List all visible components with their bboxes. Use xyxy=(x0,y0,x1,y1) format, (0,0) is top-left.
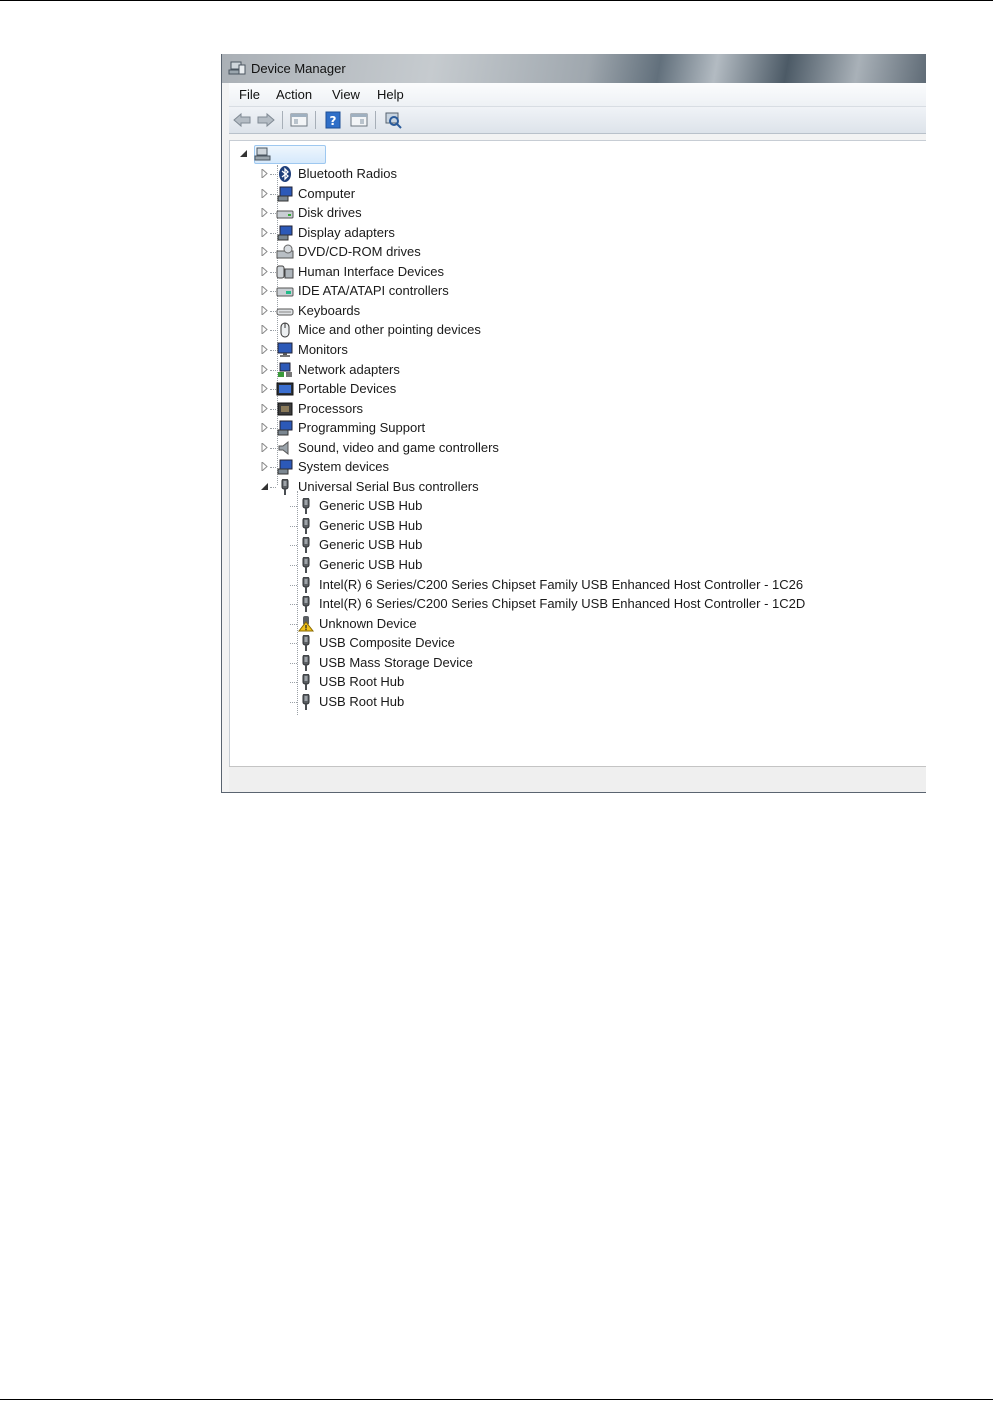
tree-guide-line xyxy=(290,545,297,547)
view-icon[interactable] xyxy=(349,111,369,129)
usb-icon xyxy=(297,577,315,593)
tree-item-label: USB Mass Storage Device xyxy=(319,654,473,670)
bluetooth-icon xyxy=(276,166,294,182)
tree-item-label: Generic USB Hub xyxy=(319,517,423,533)
usb-device-intel-r-6-series-c200-series-chipset-family-usb-enhanced-host-controller-1c2d[interactable] xyxy=(230,595,910,614)
tree-category-portable-devices[interactable] xyxy=(230,380,890,399)
toolbar-separator xyxy=(375,111,376,129)
tree-item-label: Monitors xyxy=(298,341,348,357)
usb-icon xyxy=(297,498,315,514)
device-tree[interactable] xyxy=(229,140,926,766)
tree-category-programming-support[interactable] xyxy=(230,419,890,438)
tree-item-label: System devices xyxy=(298,459,390,475)
expand-arrow-icon[interactable] xyxy=(261,384,269,393)
hid-icon xyxy=(276,264,294,280)
tree-category-sound-video-and-game-controllers[interactable] xyxy=(230,439,890,458)
computer-root-icon xyxy=(254,146,272,162)
tree-category-display-adapters[interactable] xyxy=(230,224,890,243)
collapse-arrow-icon[interactable] xyxy=(261,482,269,491)
mouse-icon xyxy=(276,322,294,338)
tree-item-label: Mice and other pointing devices xyxy=(298,322,481,338)
tree-category-processors[interactable] xyxy=(230,400,890,419)
tree-category-network-adapters[interactable] xyxy=(230,361,890,380)
tree-guide-line xyxy=(290,682,297,684)
collapse-arrow-icon[interactable] xyxy=(240,149,248,158)
tree-category-ide-ata-atapi-controllers[interactable] xyxy=(230,282,890,301)
usb-device-generic-usb-hub[interactable] xyxy=(230,497,910,516)
tree-item-label: USB Composite Device xyxy=(319,635,455,651)
tree-root[interactable] xyxy=(230,145,430,164)
expand-arrow-icon[interactable] xyxy=(261,423,269,432)
back-arrow-icon[interactable] xyxy=(232,111,252,129)
tree-guide-line xyxy=(290,506,297,508)
toolbar-separator xyxy=(282,111,283,129)
tree-guide-line xyxy=(290,663,297,665)
tree-item-label: Display adapters xyxy=(298,224,395,240)
expand-arrow-icon[interactable] xyxy=(261,306,269,315)
usb-device-generic-usb-hub[interactable] xyxy=(230,517,910,536)
tree-guide-line xyxy=(290,585,297,587)
tree-category-keyboards[interactable] xyxy=(230,302,890,321)
tree-guide-line xyxy=(290,526,297,528)
tree-category-universal-serial-bus-controllers[interactable] xyxy=(230,478,890,497)
usb-icon xyxy=(297,596,315,612)
usb-device-usb-root-hub[interactable] xyxy=(230,673,910,692)
usb-device-generic-usb-hub[interactable] xyxy=(230,536,910,555)
expand-arrow-icon[interactable] xyxy=(261,345,269,354)
usb-device-generic-usb-hub[interactable] xyxy=(230,556,910,575)
window-title: Device Manager xyxy=(251,61,346,76)
usb-icon xyxy=(297,537,315,553)
tree-guide-line xyxy=(290,604,297,606)
tree-guide-line xyxy=(290,624,297,626)
tree-category-disk-drives[interactable] xyxy=(230,204,890,223)
network-adapter-icon xyxy=(276,362,294,378)
usb-device-usb-mass-storage-device[interactable] xyxy=(230,654,910,673)
tree-item-label: USB Root Hub xyxy=(319,693,405,709)
tree-item-label: Generic USB Hub xyxy=(319,557,423,572)
tree-item-label: Intel(R) 6 Series/C200 Series Chipset Family USB Enhanced Host Controller - 1C2D xyxy=(319,596,806,612)
system-devices-icon xyxy=(276,459,294,475)
tree-category-system-devices[interactable] xyxy=(230,458,890,477)
programming-support-icon xyxy=(276,420,294,436)
title-bar[interactable] xyxy=(222,54,926,83)
device-manager-icon xyxy=(228,60,246,76)
properties-icon[interactable] xyxy=(289,111,309,129)
usb-device-usb-composite-device[interactable] xyxy=(230,634,910,653)
menu-bar xyxy=(229,83,926,107)
expand-arrow-icon[interactable] xyxy=(261,443,269,452)
expand-arrow-icon[interactable] xyxy=(261,189,269,198)
tree-category-computer[interactable] xyxy=(230,185,890,204)
usb-icon xyxy=(297,674,315,690)
keyboard-icon xyxy=(276,303,294,319)
monitor-icon xyxy=(276,342,294,358)
expand-arrow-icon[interactable] xyxy=(261,228,269,237)
tree-guide-line xyxy=(290,702,297,704)
expand-arrow-icon[interactable] xyxy=(261,365,269,374)
expand-arrow-icon[interactable] xyxy=(261,462,269,471)
expand-arrow-icon[interactable] xyxy=(261,286,269,295)
menu-help[interactable]: Help xyxy=(377,87,404,102)
page-top-rule xyxy=(0,0,993,1)
display-adapter-icon xyxy=(276,225,294,241)
device-manager-window xyxy=(221,54,926,793)
dvd-drive-icon xyxy=(276,244,294,260)
usb-icon xyxy=(276,479,294,495)
usb-icon xyxy=(297,557,315,573)
tree-item-label: Processors xyxy=(298,400,364,416)
help-icon[interactable] xyxy=(323,111,343,129)
tree-category-mice-and-other-pointing-devices[interactable] xyxy=(230,321,890,340)
speaker-icon xyxy=(276,440,294,456)
forward-arrow-icon[interactable] xyxy=(256,111,276,129)
tree-item-label: Unknown Device xyxy=(319,615,417,631)
menu-view[interactable]: View xyxy=(332,87,360,102)
menu-file[interactable]: File xyxy=(239,87,260,102)
scan-hardware-icon[interactable] xyxy=(383,111,403,129)
tree-item-label: Generic USB Hub xyxy=(319,537,423,553)
tree-item-label: Portable Devices xyxy=(298,381,397,397)
ide-controller-icon xyxy=(276,283,294,299)
tree-item-label: Programming Support xyxy=(298,420,426,436)
tree-item-label: Keyboards xyxy=(298,302,361,318)
expand-arrow-icon[interactable] xyxy=(261,169,269,178)
tree-category-dvd-cd-rom-drives[interactable] xyxy=(230,243,890,262)
portable-device-icon xyxy=(276,381,294,397)
page-bottom-rule xyxy=(0,1399,993,1400)
usb-icon xyxy=(297,518,315,534)
toolbar xyxy=(229,107,926,134)
tree-item-label: Bluetooth Radios xyxy=(298,166,398,181)
tree-category-bluetooth-radios[interactable] xyxy=(230,165,890,184)
usb-icon xyxy=(297,635,315,651)
warning-icon xyxy=(297,616,315,632)
tree-category-monitors[interactable] xyxy=(230,341,890,360)
tree-item-label: Disk drives xyxy=(298,205,362,221)
toolbar-separator xyxy=(315,111,316,129)
usb-icon xyxy=(297,694,315,710)
expand-arrow-icon[interactable] xyxy=(261,267,269,276)
tree-category-human-interface-devices[interactable] xyxy=(230,263,890,282)
tree-guide-line xyxy=(290,643,297,645)
usb-device-unknown-device[interactable] xyxy=(230,615,910,634)
tree-item-label: Human Interface Devices xyxy=(298,263,444,279)
tree-item-label: Computer xyxy=(298,185,356,201)
tree-item-label: Sound, video and game controllers xyxy=(298,439,499,455)
processor-icon xyxy=(276,401,294,417)
tree-item-label: Network adapters xyxy=(298,361,400,377)
expand-arrow-icon[interactable] xyxy=(261,208,269,217)
tree-item-label: Generic USB Hub xyxy=(319,498,423,514)
computer-icon xyxy=(276,186,294,202)
usb-icon xyxy=(297,655,315,671)
svg-text:?: ? xyxy=(329,114,337,128)
tree-item-label: USB Root Hub xyxy=(319,674,405,690)
disk-drive-icon xyxy=(276,205,294,221)
usb-device-intel-r-6-series-c200-series-chipset-family-usb-enhanced-host-controller-1c26[interactable] xyxy=(230,576,910,595)
tree-item-label: Universal Serial Bus controllers xyxy=(298,478,479,494)
menu-action[interactable]: Action xyxy=(276,87,313,102)
expand-arrow-icon[interactable] xyxy=(261,325,269,334)
tree-item-label: DVD/CD-ROM drives xyxy=(298,244,421,260)
expand-arrow-icon[interactable] xyxy=(261,247,269,256)
status-bar xyxy=(229,766,926,792)
tree-item-label: Intel(R) 6 Series/C200 Series Chipset Family USB Enhanced Host Controller - 1C26 xyxy=(319,576,804,592)
tree-guide-line xyxy=(290,565,297,567)
usb-device-usb-root-hub[interactable] xyxy=(230,693,910,712)
expand-arrow-icon[interactable] xyxy=(261,404,269,413)
tree-item-label: IDE ATA/ATAPI controllers xyxy=(298,283,449,299)
